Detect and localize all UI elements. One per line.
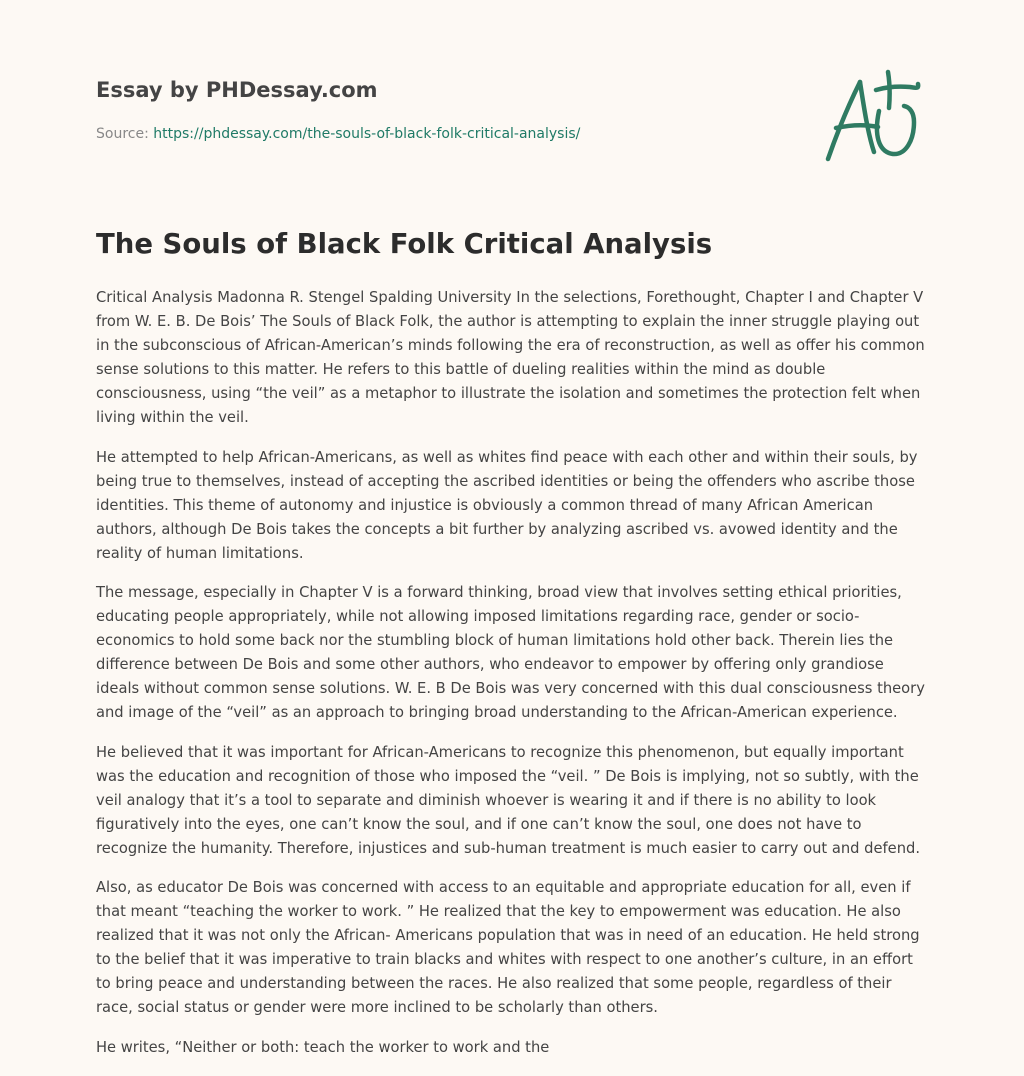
article-body: [96, 286, 928, 1075]
article-paragraph: The message, especially in Chapter V is a forward thinking, broad view that involves setting ethical priorities, educating people appropriately, while not allowing imposed limitations regarding race, gender or socio-economics to hold some back nor the stumbling block of human limitations hold other back. Therein lies the difference between De Bois and some other authors, who endeavor to empower by offering only grandiose ideals without common sense solutions. W. E. B De Bois was very concerned with this dual consciousness theory and image of the “veil” as an approach to bringing broad understanding to the African-American experience.: [96, 584, 925, 721]
article-paragraph: He attempted to help African-Americans, as well as whites find peace with each other and within their souls, by being true to themselves, instead of accepting the ascribed identities or being the offenders who ascribe those identities. This theme of autonomy and injustice is obviously a common thread of many African American authors, although De Bois takes the concepts a bit further by analyzing ascribed vs. avowed identity and the reality of human limitations.: [96, 448, 918, 562]
site-brand: Essay by PHDessay.com: [96, 78, 378, 102]
a-plus-icon: [818, 64, 930, 168]
article-paragraph: He writes, “Neither or both: teach the worker to work and the: [96, 1038, 550, 1056]
article-title: The Souls of Black Folk Critical Analysis: [96, 228, 713, 260]
article-paragraph: He believed that it was important for African-Americans to recognize this phenomenon, but equally important was the education and recognition of those who imposed the “veil. ” De Bois is implying, not so subtly, with the veil analogy that it’s a tool to separate and diminish whoever is wearing it and if there is no ability to look figuratively into the eyes, one can’t know the soul, and if one can’t know the soul, one does not have to recognize the humanity. Therefore, injustices and sub-human treatment is much easier to carry out and defend.: [96, 743, 921, 857]
source-link[interactable]: https://phdessay.com/the-souls-of-black-folk-critical-analysis/: [153, 126, 581, 142]
source-line: [96, 124, 796, 144]
article-paragraph: Critical Analysis Madonna R. Stengel Spalding University In the selections, Forethought, Chapter I and Chapter V from W. E. B. De Bois’ The Souls of Black Folk, the author is attempting to explain the inner struggle playing out in the subconscious of African-American’s minds following the era of reconstruction, as well as offer his common sense solutions to this matter. He refers to this battle of dueling realities within the mind as double consciousness, using “the veil” as a metaphor to illustrate the isolation and sometimes the protection felt when living within the veil.: [96, 289, 925, 426]
page-header: [96, 76, 796, 144]
article-paragraph: Also, as educator De Bois was concerned with access to an equitable and appropriate education for all, even if that meant “teaching the worker to work. ” He realized that the key to empowerment was education. He also realized that it was not only the African- Americans population that was in need of an education. He held strong to the belief that it was imperative to train blacks and whites with respect to one another’s culture, in an effort to bring peace and understanding between the races. He also realized that some people, regardless of their race, social status or gender were more inclined to be scholarly than others.: [96, 879, 920, 1016]
source-label: Source:: [96, 126, 154, 142]
